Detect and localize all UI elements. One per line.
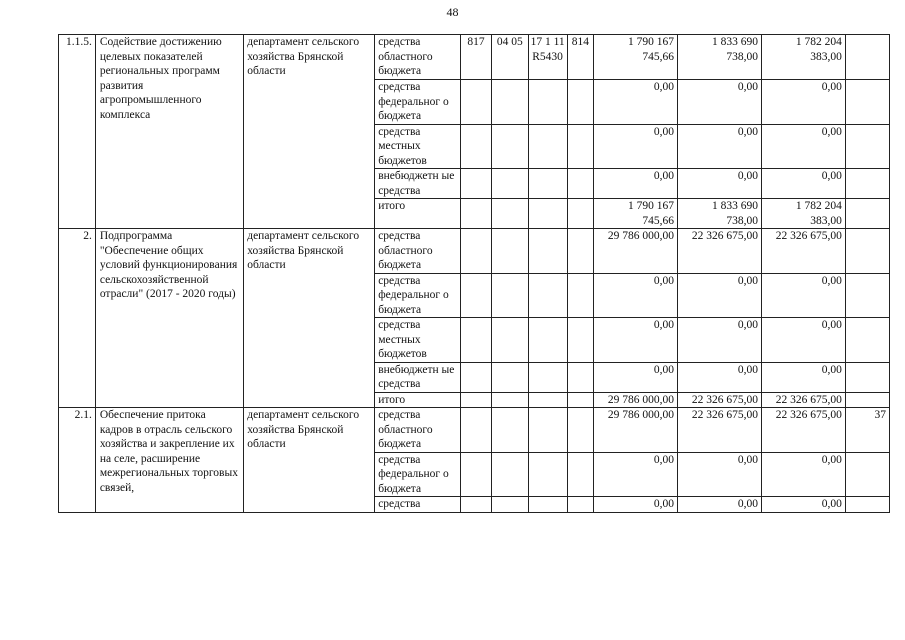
budget-code-target: [528, 452, 567, 497]
amount-2019: 0,00: [678, 124, 762, 169]
amount-2019: 0,00: [678, 318, 762, 363]
amount-2018: 0,00: [594, 273, 678, 318]
executor: департамент сельского хозяйства Брянской области: [244, 229, 375, 408]
table-row: [59, 229, 890, 274]
row-index: 2.1.: [59, 408, 96, 513]
budget-code-ministry: [461, 80, 492, 125]
page-number: 48: [446, 5, 459, 19]
budget-code-type: [567, 318, 594, 363]
amount-2018: 0,00: [594, 80, 678, 125]
funding-source: средства местных бюджетов: [375, 318, 461, 363]
budget-code-target: [528, 497, 567, 513]
budget-code-type: 814: [567, 35, 594, 80]
budget-code-section: [491, 199, 528, 229]
budget-code-ministry: [461, 497, 492, 513]
amount-2019: 22 326 675,00: [678, 392, 762, 408]
budget-code-ministry: [461, 124, 492, 169]
amount-2018: 29 786 000,00: [594, 408, 678, 453]
indicator-ref: [845, 169, 889, 199]
indicator-ref: [845, 392, 889, 408]
budget-code-section: [491, 318, 528, 363]
budget-code-section: [491, 408, 528, 453]
program-name: Содействие достижению целевых показателей региональных программ развития агропромышленного комплекса: [95, 35, 243, 229]
indicator-ref: [845, 273, 889, 318]
amount-2020: 0,00: [761, 497, 845, 513]
funding-source: средства областного бюджета: [375, 408, 461, 453]
amount-2020: 0,00: [761, 124, 845, 169]
budget-code-section: 04 05: [491, 35, 528, 80]
budget-code-type: [567, 169, 594, 199]
budget-code-ministry: [461, 408, 492, 453]
budget-code-section: [491, 124, 528, 169]
amount-2019: 22 326 675,00: [678, 408, 762, 453]
budget-code-section: [491, 392, 528, 408]
table-row: [59, 408, 890, 453]
budget-table: [58, 34, 890, 513]
budget-code-ministry: [461, 362, 492, 392]
budget-code-ministry: [461, 199, 492, 229]
funding-source: средства: [375, 497, 461, 513]
amount-2019: 0,00: [678, 452, 762, 497]
budget-code-type: [567, 199, 594, 229]
indicator-ref: [845, 124, 889, 169]
budget-code-ministry: [461, 273, 492, 318]
budget-code-target: [528, 318, 567, 363]
amount-2018: 29 786 000,00: [594, 392, 678, 408]
amount-2020: 22 326 675,00: [761, 229, 845, 274]
budget-code-target: [528, 392, 567, 408]
executor: департамент сельского хозяйства Брянской области: [244, 35, 375, 229]
funding-source: средства федеральног о бюджета: [375, 273, 461, 318]
budget-code-type: [567, 124, 594, 169]
budget-code-target: [528, 362, 567, 392]
amount-2020: 0,00: [761, 362, 845, 392]
amount-2020: 0,00: [761, 273, 845, 318]
amount-2020: 1 782 204 383,00: [761, 199, 845, 229]
amount-2019: 1 833 690 738,00: [678, 35, 762, 80]
budget-code-ministry: [461, 452, 492, 497]
budget-code-section: [491, 169, 528, 199]
amount-2019: 0,00: [678, 497, 762, 513]
budget-code-target: [528, 169, 567, 199]
budget-code-section: [491, 497, 528, 513]
amount-2019: 0,00: [678, 80, 762, 125]
amount-2020: 0,00: [761, 80, 845, 125]
budget-code-section: [491, 362, 528, 392]
amount-2018: 0,00: [594, 362, 678, 392]
funding-source: внебюджетн ые средства: [375, 362, 461, 392]
indicator-ref: [845, 35, 889, 80]
amount-2020: 0,00: [761, 318, 845, 363]
budget-code-target: [528, 80, 567, 125]
budget-code-target: [528, 199, 567, 229]
budget-code-ministry: [461, 392, 492, 408]
row-index: 2.: [59, 229, 96, 408]
budget-code-ministry: [461, 169, 492, 199]
budget-code-type: [567, 452, 594, 497]
funding-source: средства федеральног о бюджета: [375, 452, 461, 497]
funding-source: средства областного бюджета: [375, 229, 461, 274]
funding-source: внебюджетн ые средства: [375, 169, 461, 199]
amount-2019: 0,00: [678, 169, 762, 199]
amount-2018: 0,00: [594, 169, 678, 199]
budget-code-target: [528, 229, 567, 274]
budget-code-type: [567, 80, 594, 125]
budget-code-target: [528, 273, 567, 318]
executor: департамент сельского хозяйства Брянской области: [244, 408, 375, 513]
amount-2018: 0,00: [594, 497, 678, 513]
amount-2020: 22 326 675,00: [761, 408, 845, 453]
program-name: Подпрограмма "Обеспечение общих условий функционирования сельскохозяйственной отрасли" (2017 - 2020 годы): [95, 229, 243, 408]
amount-2018: 1 790 167 745,66: [594, 199, 678, 229]
budget-code-section: [491, 229, 528, 274]
budget-code-ministry: [461, 229, 492, 274]
amount-2018: 0,00: [594, 124, 678, 169]
amount-2018: 29 786 000,00: [594, 229, 678, 274]
row-index: 1.1.5.: [59, 35, 96, 229]
amount-2019: 1 833 690 738,00: [678, 199, 762, 229]
budget-code-type: [567, 362, 594, 392]
funding-source: средства местных бюджетов: [375, 124, 461, 169]
budget-code-section: [491, 452, 528, 497]
amount-2019: 22 326 675,00: [678, 229, 762, 274]
amount-2018: 1 790 167 745,66: [594, 35, 678, 80]
program-name: Обеспечение притока кадров в отрасль сельского хозяйства и закрепление их на селе, расширение межрегиональных торговых связей,: [95, 408, 243, 513]
amount-2018: 0,00: [594, 452, 678, 497]
amount-2020: 0,00: [761, 452, 845, 497]
budget-code-type: [567, 273, 594, 318]
indicator-ref: [845, 199, 889, 229]
budget-code-target: [528, 124, 567, 169]
amount-2018: 0,00: [594, 318, 678, 363]
budget-code-section: [491, 273, 528, 318]
amount-2019: 0,00: [678, 273, 762, 318]
funding-source: итого: [375, 392, 461, 408]
funding-source: итого: [375, 199, 461, 229]
budget-code-section: [491, 80, 528, 125]
budget-code-ministry: 817: [461, 35, 492, 80]
budget-code-target: 17 1 11 R5430: [528, 35, 567, 80]
amount-2020: 22 326 675,00: [761, 392, 845, 408]
amount-2020: 1 782 204 383,00: [761, 35, 845, 80]
indicator-ref: 37: [845, 408, 889, 453]
budget-code-target: [528, 408, 567, 453]
budget-code-type: [567, 392, 594, 408]
table-row: [59, 35, 890, 80]
funding-source: средства федеральног о бюджета: [375, 80, 461, 125]
funding-source: средства областного бюджета: [375, 35, 461, 80]
amount-2019: 0,00: [678, 362, 762, 392]
budget-code-type: [567, 497, 594, 513]
indicator-ref: [845, 80, 889, 125]
indicator-ref: [845, 318, 889, 363]
budget-code-type: [567, 408, 594, 453]
budget-code-ministry: [461, 318, 492, 363]
indicator-ref: [845, 497, 889, 513]
indicator-ref: [845, 362, 889, 392]
indicator-ref: [845, 452, 889, 497]
budget-code-type: [567, 229, 594, 274]
indicator-ref: [845, 229, 889, 274]
amount-2020: 0,00: [761, 169, 845, 199]
